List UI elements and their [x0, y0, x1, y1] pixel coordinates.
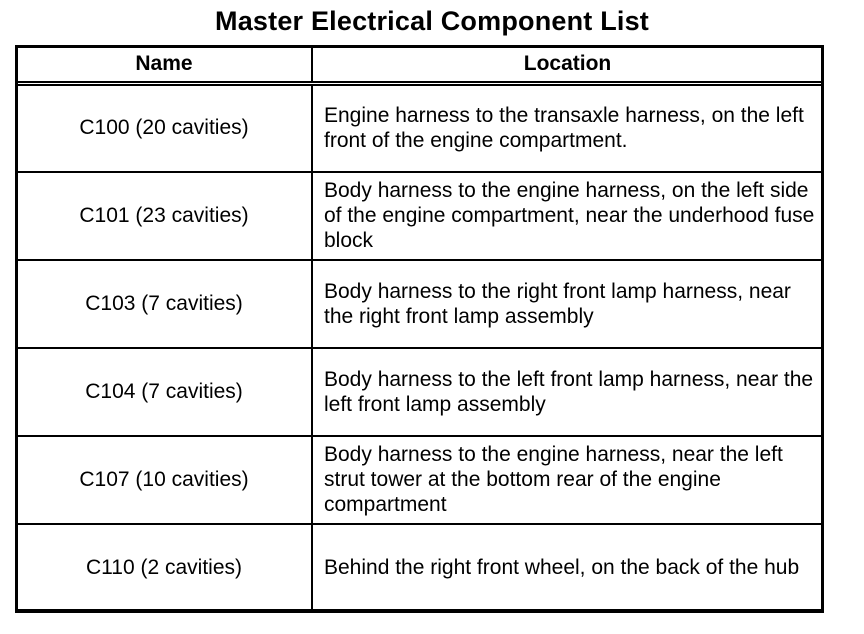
component-location: Behind the right front wheel, on the back of the hub	[312, 524, 823, 612]
component-name: C110 (2 cavities)	[16, 524, 312, 612]
header-location: Location	[312, 46, 823, 84]
component-location: Body harness to the engine harness, near the left strut tower at the bottom rear of the engine compartment	[312, 436, 823, 524]
component-location: Body harness to the engine harness, on the left side of the engine compartment, near the underhood fuse block	[312, 172, 823, 260]
component-location: Engine harness to the transaxle harness, on the left front of the engine compartment.	[312, 84, 823, 172]
component-name: C100 (20 cavities)	[16, 84, 312, 172]
component-name: C103 (7 cavities)	[16, 260, 312, 348]
table-frame	[15, 45, 824, 612]
component-name: C104 (7 cavities)	[16, 348, 312, 436]
component-name: C107 (10 cavities)	[16, 436, 312, 524]
page-title: Master Electrical Component List	[215, 6, 649, 36]
header-name: Name	[16, 46, 312, 84]
component-name: C101 (23 cavities)	[16, 172, 312, 260]
component-location: Body harness to the left front lamp harness, near the left front lamp assembly	[312, 348, 823, 436]
component-location: Body harness to the right front lamp harness, near the right front lamp assembly	[312, 260, 823, 348]
